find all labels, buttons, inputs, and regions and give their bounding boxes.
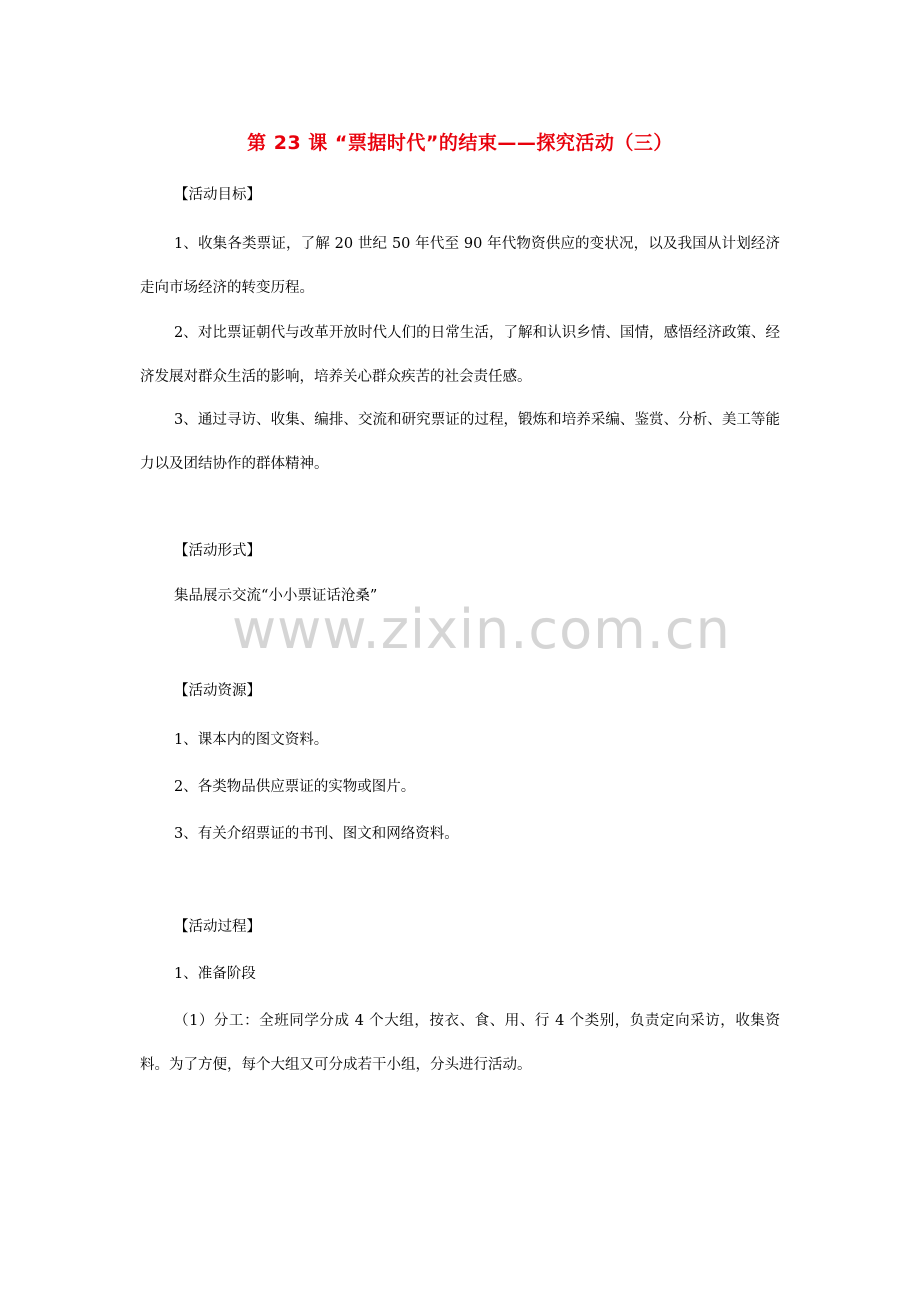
- resources-heading: 【活动资源】: [174, 683, 261, 699]
- process-stage: 1、准备阶段: [174, 966, 256, 982]
- process-heading: 【活动过程】: [174, 919, 261, 935]
- resources-item-2: 2、各类物品供应票证的实物或图片。: [174, 779, 416, 795]
- goals-item-3: 3、通过寻访、收集、编排、交流和研究票证的过程，锻炼和培养采编、鉴赏、分析、美工等能力以及团结协作的群体精神。: [140, 412, 780, 472]
- goals-heading: 【活动目标】: [174, 187, 261, 203]
- form-heading: 【活动形式】: [174, 543, 261, 559]
- process-paragraph: （1）分工：全班同学分成 4 个大组，按衣、食、用、行 4 个类别，负责定向采访，收集资料。为了方便，每个大组又可分成若干小组，分头进行活动。: [140, 1013, 780, 1073]
- page-title: 第 23 课 “票据时代”的结束——探究活动（三）: [247, 132, 673, 154]
- resources-item-3: 3、有关介绍票证的书刊、图文和网络资料。: [174, 826, 459, 842]
- goals-item-1: 1、收集各类票证，了解 20 世纪 50 年代至 90 年代物资供应的变状况，以及我国从计划经济走向市场经济的转变历程。: [140, 236, 780, 296]
- goals-item-2: 2、对比票证朝代与改革开放时代人们的日常生活，了解和认识乡情、国情，感悟经济政策、经济发展对群众生活的影响，培养关心群众疾苦的社会责任感。: [140, 325, 780, 385]
- watermark: www.zixin.com.cn: [232, 598, 731, 661]
- resources-item-1: 1、课本内的图文资料。: [174, 732, 329, 748]
- form-text: 集品展示交流“小小票证话沧桑”: [174, 588, 378, 604]
